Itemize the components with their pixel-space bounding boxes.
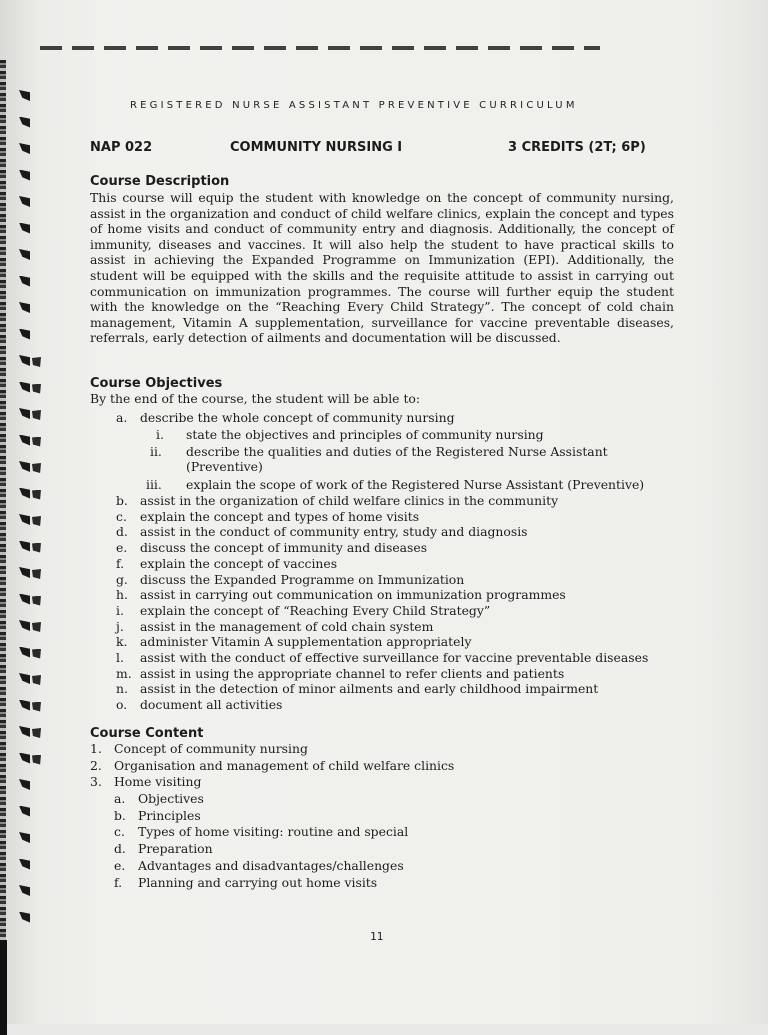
binding-hole-icon xyxy=(19,196,30,207)
binding-hole-icon xyxy=(19,806,30,817)
list-marker: l. xyxy=(116,650,124,665)
list-text: assist with the conduct of effective surveillance for vaccine preventable diseases xyxy=(140,650,649,665)
list-text: assist in carrying out communication on immunization programmes xyxy=(140,587,566,603)
list-marker: f. xyxy=(116,555,125,571)
course-code: NAP 022 xyxy=(90,140,153,155)
binding-hole-icon xyxy=(32,728,41,738)
binding-hole-icon xyxy=(19,329,30,340)
list-text: document all activities xyxy=(140,697,283,713)
list-marker: 2. xyxy=(90,757,102,773)
binding-hole-icon xyxy=(19,673,30,684)
binding-hole-icon xyxy=(32,649,41,659)
binding-hole-icon xyxy=(32,543,41,553)
list-text: assist in the conduct of community entry, study and diagnosis xyxy=(140,524,528,540)
spiral-binding xyxy=(0,60,48,980)
list-item-continued: (Preventive) xyxy=(186,459,263,474)
binding-hole-icon xyxy=(19,408,30,419)
binding-hole-icon xyxy=(19,355,30,366)
binding-hole-icon xyxy=(19,647,30,658)
list-text: Principles xyxy=(138,807,201,823)
binding-hole-icon xyxy=(19,488,30,499)
binding-hole-icon xyxy=(19,435,30,446)
list-text: Objectives xyxy=(138,791,204,806)
running-head: REGISTERED NURSE ASSISTANT PREVENTIVE CURRICULUM xyxy=(130,100,578,111)
binding-hole-icon xyxy=(32,596,41,606)
list-marker: e. xyxy=(114,857,126,873)
binding-hole-icon xyxy=(32,569,41,579)
binding-hole-icon xyxy=(32,702,41,712)
page-number: 11 xyxy=(370,930,384,943)
binding-hole-icon xyxy=(19,726,30,737)
binding-hole-icon xyxy=(19,249,30,260)
list-text: describe the whole concept of community nursing xyxy=(140,410,455,425)
list-text: assist in the organization of child welfare clinics in the community xyxy=(140,493,559,508)
binding-hole-icon xyxy=(19,170,30,181)
list-text: Preparation xyxy=(138,841,213,857)
list-marker: f. xyxy=(114,874,123,890)
binding-hole-icon xyxy=(19,223,30,234)
binding-hole-icon xyxy=(19,302,30,313)
list-text: Types of home visiting: routine and special xyxy=(138,824,409,840)
list-text: describe the qualities and duties of the Registered Nurse Assistant xyxy=(186,444,608,459)
binding-hole-icon xyxy=(19,700,30,711)
list-text: Home visiting xyxy=(114,774,202,789)
binding-hole-icon xyxy=(19,885,30,896)
list-marker: o. xyxy=(116,697,128,713)
binding-hole-icon xyxy=(19,514,30,525)
list-marker: h. xyxy=(116,587,128,603)
binding-hole-icon xyxy=(19,567,30,578)
binding-hole-icon xyxy=(32,463,41,473)
list-marker: c. xyxy=(114,824,125,840)
list-marker: e. xyxy=(116,540,128,556)
list-text: explain the concept and types of home visits xyxy=(140,508,420,524)
binding-hole-icon xyxy=(19,461,30,472)
binding-hole-icon xyxy=(32,675,41,685)
list-marker: a. xyxy=(116,410,128,425)
binding-hole-icon xyxy=(32,755,41,765)
list-marker: b. xyxy=(114,807,126,823)
objectives-heading: Course Objectives xyxy=(90,376,223,391)
binding-hole-icon xyxy=(19,117,30,128)
list-text: state the objectives and principles of community nursing xyxy=(186,427,544,442)
scan-artifact-line xyxy=(40,46,600,50)
list-text: explain the concept of “Reaching Every Child Strategy” xyxy=(140,602,491,618)
list-text: assist in the management of cold chain system xyxy=(140,618,434,634)
list-marker: d. xyxy=(116,524,128,540)
list-marker: n. xyxy=(116,681,128,697)
binding-hole-icon xyxy=(19,382,30,393)
binding-hole-icon xyxy=(32,437,41,447)
list-marker: d. xyxy=(114,841,126,857)
binding-hole-icon xyxy=(19,143,30,154)
binding-hole-icon xyxy=(19,832,30,843)
binding-hole-icon xyxy=(32,516,41,526)
list-marker: m. xyxy=(116,665,132,681)
binding-hole-icon xyxy=(32,357,41,367)
binding-edge xyxy=(0,60,6,980)
list-text: Advantages and disadvantages/challenges xyxy=(138,857,404,873)
list-text: discuss the concept of immunity and diseases xyxy=(140,540,428,556)
course-description: This course will equip the student with knowledge on the concept of community nursing, assist in the organization and conduct of child welfare clinics, explain the concept and types of home visits and conduct of community entry and diagnosis. Additionally, the concept of immunity, diseases and vaccines. It will also help the student to have practical skills to assist in achieving the Expanded Programme on Immunization (EPI). Additionally, the student will be equipped with the skills and the requisite attitude to assist in carrying out communication on immunization programmes. The course will further equip the student with the knowledge on the “Reaching Every Child Strategy”. The concept of cold chain management, Vitamin A supplementation, surveillance for vaccine preventable diseases, referrals, early detection of ailments and documentation will be discussed. xyxy=(90,190,674,346)
list-marker: j. xyxy=(116,618,124,634)
binding-hole-icon xyxy=(32,410,41,420)
list-marker: i. xyxy=(116,602,124,618)
binding-hole-icon xyxy=(19,912,30,923)
binding-edge-dark xyxy=(0,940,7,1035)
list-text: assist in the detection of minor ailments and early childhood impairment xyxy=(140,681,599,697)
binding-hole-icon xyxy=(32,384,41,394)
binding-hole-icon xyxy=(19,276,30,287)
list-marker: g. xyxy=(116,571,128,587)
binding-hole-icon xyxy=(32,490,41,500)
list-text: Concept of community nursing xyxy=(114,741,308,756)
binding-hole-icon xyxy=(19,90,30,101)
list-text: assist in using the appropriate channel to refer clients and patients xyxy=(140,665,565,681)
list-marker: a. xyxy=(114,791,126,806)
list-marker: 1. xyxy=(90,741,102,756)
list-marker: i. xyxy=(156,427,164,442)
list-marker: c. xyxy=(116,508,127,524)
list-marker: ii. xyxy=(150,444,162,459)
binding-hole-icon xyxy=(19,753,30,764)
course-title: COMMUNITY NURSING I xyxy=(230,140,403,155)
binding-hole-icon xyxy=(19,859,30,870)
list-marker: iii. xyxy=(146,477,162,492)
list-text: explain the scope of work of the Registered Nurse Assistant (Preventive) xyxy=(186,477,645,492)
list-text: Planning and carrying out home visits xyxy=(138,874,378,890)
list-marker: b. xyxy=(116,493,128,508)
list-text: Organisation and management of child welfare clinics xyxy=(114,757,455,773)
list-marker: k. xyxy=(116,634,128,650)
objectives-intro: By the end of the course, the student will be able to: xyxy=(90,391,421,406)
binding-hole-icon xyxy=(19,779,30,790)
binding-hole-icon xyxy=(19,541,30,552)
list-text: administer Vitamin A supplementation appropriately xyxy=(140,634,472,650)
list-text: explain the concept of vaccines xyxy=(140,555,338,571)
course-header xyxy=(90,140,680,160)
list-marker: 3. xyxy=(90,774,102,789)
content-heading: Course Content xyxy=(90,726,204,741)
binding-hole-icon xyxy=(19,620,30,631)
list-text: discuss the Expanded Programme on Immunization xyxy=(140,571,465,587)
binding-hole-icon xyxy=(32,622,41,632)
description-heading: Course Description xyxy=(90,174,230,189)
course-credits: 3 CREDITS (2T; 6P) xyxy=(508,140,646,155)
binding-hole-icon xyxy=(19,594,30,605)
